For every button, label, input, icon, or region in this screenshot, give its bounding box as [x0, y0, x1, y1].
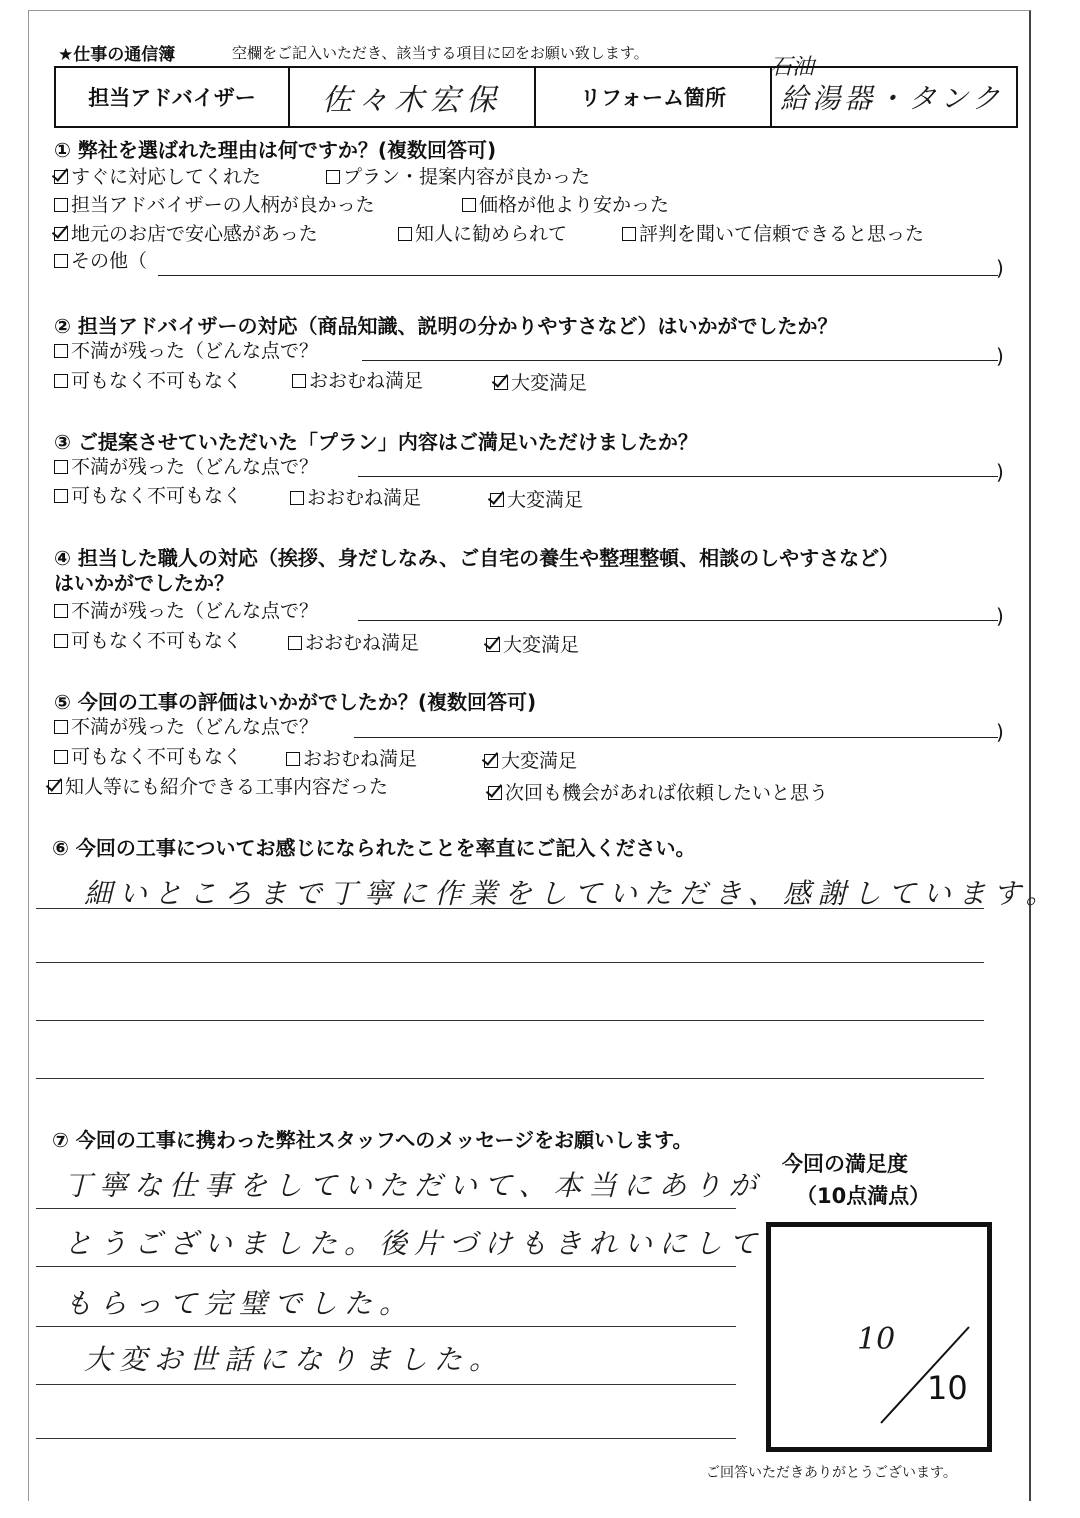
score-box[interactable] — [766, 1222, 992, 1452]
q5-dissatisfied[interactable]: 不満が残った（どんな点で？ — [54, 712, 318, 739]
answer-line — [36, 1078, 984, 1079]
checkbox[interactable] — [622, 227, 636, 241]
q2-dissatisfied[interactable]: 不満が残った（どんな点で？ — [54, 336, 318, 363]
q7-answer-line[interactable]: もらって完璧でした。 — [64, 1287, 415, 1320]
answer-line — [36, 1208, 736, 1209]
q4-question-cont: はいかがでしたか？ — [54, 571, 234, 595]
q5-option[interactable]: おおむね満足 — [286, 744, 417, 771]
location-label: リフォーム箇所 — [580, 86, 726, 110]
checkbox[interactable] — [398, 227, 412, 241]
checkbox[interactable] — [494, 376, 508, 390]
score-label: 今回の満足度 — [782, 1152, 908, 1176]
q1-option[interactable]: 地元のお店で安心感があった — [54, 219, 318, 246]
checkbox[interactable] — [54, 344, 68, 358]
advisor-name: 佐々木宏保 — [322, 83, 502, 118]
q5-option[interactable]: 大変満足 — [484, 746, 577, 773]
close-paren: ) — [996, 720, 1004, 744]
advisor-label: 担当アドバイザー — [88, 86, 256, 110]
q7-answer-line[interactable]: とうございました。後片づけもきれいにして — [64, 1227, 765, 1260]
q1-question: ① 弊社を選ばれた理由は何ですか？(複数回答可) — [54, 138, 497, 162]
location-label-cell — [536, 68, 772, 126]
checkbox[interactable] — [490, 493, 504, 507]
q7-answer-line[interactable]: 大変お世話になりました。 — [84, 1343, 505, 1376]
checkbox[interactable] — [54, 460, 68, 474]
q1-option[interactable]: すぐに対応してくれた — [54, 162, 261, 189]
q2-option[interactable]: 可もなく不可もなく — [54, 366, 242, 393]
q5-option[interactable]: 可もなく不可もなく — [54, 742, 242, 769]
checkbox[interactable] — [488, 786, 502, 800]
q6-answer[interactable]: 細いところまで丁寧に作業をしていただき、感謝しています。 — [84, 877, 1061, 910]
checkbox[interactable] — [292, 374, 306, 388]
q1-option-other[interactable]: その他（ — [54, 246, 147, 273]
q1-option[interactable]: 評判を聞いて信頼できると思った — [622, 219, 924, 246]
checkbox[interactable] — [54, 227, 68, 241]
q3-option[interactable]: 大変満足 — [490, 485, 583, 512]
score-value: 10 — [857, 1322, 896, 1357]
q4-question: ④ 担当した職人の対応（挨拶、身だしなみ、ご自宅の養生や整理整頓、相談のしやすさなど） — [54, 546, 900, 570]
q2-fill-line[interactable] — [362, 360, 998, 361]
advisor-value-cell[interactable] — [290, 68, 536, 126]
answer-line — [36, 1326, 736, 1327]
checkbox[interactable] — [54, 489, 68, 503]
q5-option[interactable]: 知人等にも紹介できる工事内容だった — [48, 772, 388, 799]
q4-fill-line[interactable] — [358, 620, 998, 621]
form-title: ★仕事の通信簿 — [58, 45, 176, 65]
location-note: 石油 — [770, 55, 815, 80]
q6-question: ⑥ 今回の工事についてお感じになられたことを率直にご記入ください。 — [52, 836, 696, 860]
location-value-cell[interactable] — [772, 68, 1012, 126]
q2-question: ② 担当アドバイザーの対応（商品知識、説明の分かりやすさなど）はいかがでしたか？ — [54, 314, 838, 338]
score-sublabel: （10点満点） — [796, 1184, 931, 1208]
answer-line — [36, 962, 984, 963]
q7-answer-line[interactable]: 丁寧な仕事をしていただいて、本当にありが — [64, 1169, 764, 1202]
checkbox[interactable] — [54, 750, 68, 764]
q5-option[interactable]: 次回も機会があれば依頼したいと思う — [488, 778, 828, 805]
score-max: 10 — [927, 1369, 968, 1407]
checkbox[interactable] — [484, 754, 498, 768]
q3-option[interactable]: 可もなく不可もなく — [54, 481, 242, 508]
answer-line — [36, 1384, 736, 1385]
checkbox[interactable] — [288, 636, 302, 650]
checkbox[interactable] — [462, 198, 476, 212]
footer-thanks: ご回答いただきありがとうございます。 — [706, 1465, 957, 1481]
checkbox[interactable] — [48, 780, 62, 794]
checkbox[interactable] — [290, 491, 304, 505]
close-paren: ) — [996, 344, 1004, 368]
q2-option[interactable]: 大変満足 — [494, 368, 587, 395]
q3-dissatisfied[interactable]: 不満が残った（どんな点で？ — [54, 452, 318, 479]
answer-line — [36, 1266, 736, 1267]
answer-line — [36, 908, 984, 909]
checkbox[interactable] — [54, 374, 68, 388]
q3-fill-line[interactable] — [358, 476, 998, 477]
answer-line — [36, 1020, 984, 1021]
q4-option[interactable]: 可もなく不可もなく — [54, 626, 242, 653]
answer-line — [36, 1438, 736, 1439]
checkbox[interactable] — [326, 170, 340, 184]
q5-fill-line[interactable] — [354, 737, 998, 738]
q5-question: ⑤ 今回の工事の評価はいかがでしたか？(複数回答可) — [54, 690, 537, 714]
checkbox[interactable] — [54, 604, 68, 618]
location-value: 給湯器・タンク — [780, 82, 1004, 115]
q3-question: ③ ご提案させていただいた「プラン」内容はご満足いただけましたか？ — [54, 430, 698, 454]
checkbox[interactable] — [54, 198, 68, 212]
form-instructions: 空欄をご記入いただき、該当する項目に☑をお願い致します。 — [232, 44, 649, 62]
q3-option[interactable]: おおむね満足 — [290, 483, 421, 510]
q1-option[interactable]: 価格が他より安かった — [462, 190, 669, 217]
q1-option[interactable]: 知人に勧められて — [398, 219, 567, 246]
checkbox[interactable] — [54, 720, 68, 734]
q2-option[interactable]: おおむね満足 — [292, 366, 423, 393]
checkbox[interactable] — [486, 638, 500, 652]
header-table — [54, 66, 1018, 128]
q4-option[interactable]: 大変満足 — [486, 630, 579, 657]
close-paren: ) — [996, 604, 1004, 628]
q1-other-line[interactable] — [158, 275, 998, 276]
q4-option[interactable]: おおむね満足 — [288, 628, 419, 655]
q7-question: ⑦ 今回の工事に携わった弊社スタッフへのメッセージをお願いします。 — [52, 1128, 693, 1152]
q1-option[interactable]: プラン・提案内容が良かった — [326, 162, 590, 189]
checkbox[interactable] — [286, 752, 300, 766]
advisor-label-cell — [56, 68, 290, 126]
q1-option[interactable]: 担当アドバイザーの人柄が良かった — [54, 190, 375, 217]
checkbox[interactable] — [54, 170, 68, 184]
checkbox[interactable] — [54, 254, 68, 268]
checkbox[interactable] — [54, 634, 68, 648]
close-paren: ) — [996, 460, 1004, 484]
close-paren: ) — [996, 256, 1004, 280]
q4-dissatisfied[interactable]: 不満が残った（どんな点で？ — [54, 596, 318, 623]
